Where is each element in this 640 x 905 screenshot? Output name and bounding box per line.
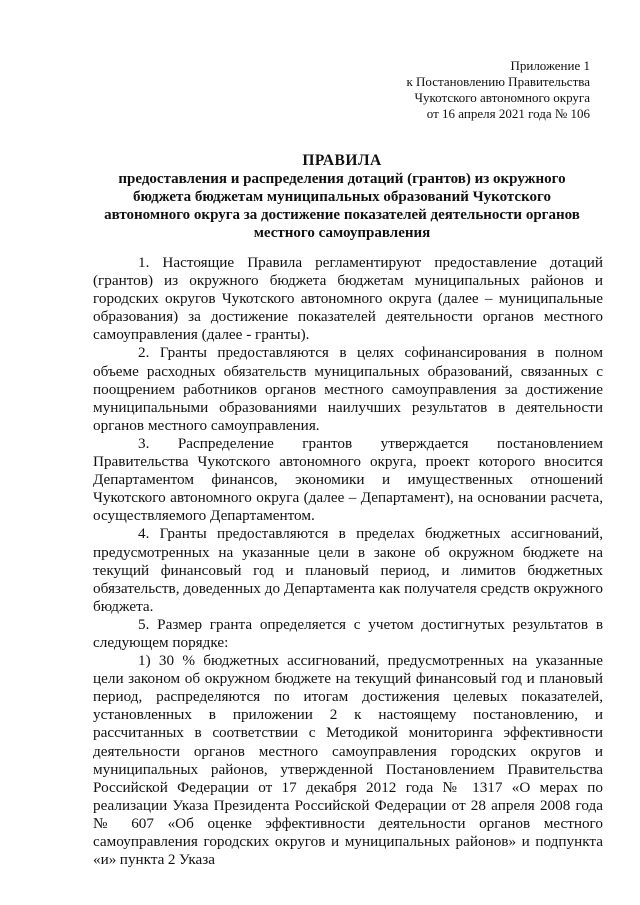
paragraph-5-1: 1) 30 % бюджетных ассигнований, предусмотренных на указанные цели законом об окружном бюджете на текущий финансовый год и плановый период, распределяются по итогам достижения целевых показателей, установленных в приложении 2 к настоящему постановлению, и рассчитанных в соответствии с Методикой мониторинга эффективности деятельности органов местного самоуправления городских округов и муниципальных районов, утвержденной Постановлением Правительства Российской Федерации от 17 декабря 2012 года № 1317 «О мерах по реализации Указа Президента Российской Федерации от 28 апреля 2008 года № 607 «Об оценке эффективности деятельности органов местного самоуправления городских округов и муниципальных районов» и подпункта «и» пункта 2 Указа	[93, 652, 603, 869]
appendix-line-4: от 16 апреля 2021 года № 106	[426, 106, 590, 121]
title-main: ПРАВИЛА	[302, 152, 382, 169]
title-line-2: бюджета бюджетам муниципальных образований Чукотского	[133, 189, 551, 205]
paragraph-2: 2. Гранты предоставляются в целях софинансирования в полном объеме расходных обязательств муниципальных образований, связанных с поощрением работников органов местного самоуправления за достижение муниципальными образованиями наилучших результатов в деятельности органов местного самоуправления.	[93, 344, 603, 434]
appendix-line-1: Приложение 1	[510, 58, 590, 73]
paragraph-3: 3. Распределение грантов утверждается постановлением Правительства Чукотского автономного округа, проект которого вносится Департаментом финансов, экономики и имущественных отношений Чукотского автономного округа (далее – Департамент), на основании расчета, осуществляемого Департаментом.	[93, 434, 603, 525]
title-line-1: предоставления и распределения дотаций (грантов) из окружного	[118, 171, 566, 187]
paragraph-1: 1. Настоящие Правила регламентируют предоставление дотаций (грантов) из окружного бюджета бюджетам муниципальных районов и городских округов Чукотского автономного округа (далее – муниципальные образования) за достижение показателей деятельности органов местного самоуправления (далее - гранты).	[93, 254, 603, 344]
appendix-line-3: Чукотского автономного округа	[414, 90, 590, 105]
title-line-3: автономного округа за достижение показателей деятельности органов	[104, 207, 580, 223]
paragraph-4: 4. Гранты предоставляются в пределах бюджетных ассигнований, предусмотренных на указанные цели в законе об окружном бюджете на текущий финансовый год и плановый период, и лимитов бюджетных обязательств, доведенных до Департамента как получателя средств окружного бюджета.	[93, 525, 603, 615]
appendix-line-2: к Постановлению Правительства	[406, 74, 590, 89]
title-line-4: местного самоуправления	[253, 225, 431, 241]
paragraph-5: 5. Размер гранта определяется с учетом достигнутых результатов в следующем порядке:	[93, 615, 603, 651]
appendix-header	[390, 58, 590, 122]
document-body	[93, 254, 603, 869]
document-title	[92, 152, 592, 242]
